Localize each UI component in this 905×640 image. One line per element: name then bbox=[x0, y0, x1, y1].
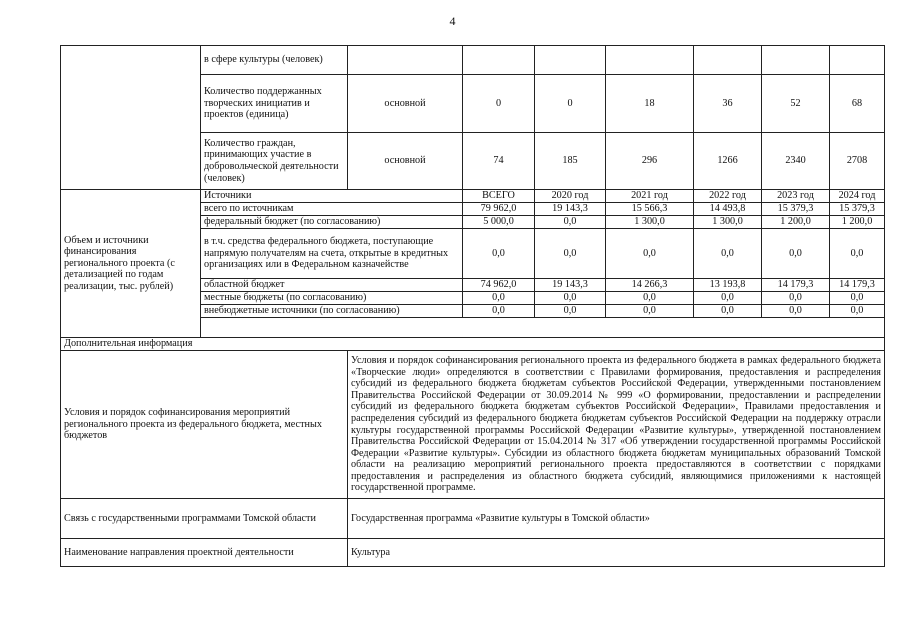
finance-section-label: Объем и источники финансирования регионального проекта (с детализацией по годам реализации, тыс. рублей) bbox=[61, 190, 201, 338]
finance-value: 5 000,0 bbox=[463, 216, 535, 229]
project-table bbox=[60, 45, 885, 567]
finance-value: 19 143,3 bbox=[535, 279, 606, 292]
indicator-value: 1266 bbox=[694, 133, 762, 190]
link-row bbox=[61, 499, 885, 539]
indicator-type: основной bbox=[348, 133, 463, 190]
conditions-row bbox=[61, 351, 885, 499]
page-number: 4 bbox=[449, 14, 456, 28]
finance-row-label: всего по источникам bbox=[201, 203, 463, 216]
finance-value: 0,0 bbox=[762, 305, 830, 318]
indicator-section-cell bbox=[61, 46, 201, 190]
finance-value: 0,0 bbox=[463, 292, 535, 305]
finance-value: 0,0 bbox=[535, 216, 606, 229]
finance-row-label: местные бюджеты (по согласованию) bbox=[201, 292, 463, 305]
finance-value: 0,0 bbox=[535, 229, 606, 279]
indicator-type bbox=[348, 46, 463, 75]
additional-info-row bbox=[61, 338, 885, 351]
finance-row-label: областной бюджет bbox=[201, 279, 463, 292]
conditions-label: Условия и порядок софинансирования мероприятий регионального проекта из федерального бюджета, местных бюджетов bbox=[61, 351, 348, 499]
link-text: Государственная программа «Развитие культуры в Томской области» bbox=[348, 499, 885, 539]
indicator-row bbox=[61, 46, 885, 75]
finance-value: 1 300,0 bbox=[694, 216, 762, 229]
finance-col-header: 2021 год bbox=[606, 190, 694, 203]
indicator-value bbox=[762, 46, 830, 75]
finance-spacer-cell bbox=[201, 318, 885, 338]
indicator-name: Количество граждан, принимающих участие в добровольческой деятельности (человек) bbox=[201, 133, 348, 190]
finance-value: 0,0 bbox=[535, 292, 606, 305]
finance-value: 13 193,8 bbox=[694, 279, 762, 292]
finance-value: 14 493,8 bbox=[694, 203, 762, 216]
indicator-value: 74 bbox=[463, 133, 535, 190]
indicator-value bbox=[463, 46, 535, 75]
finance-value: 0,0 bbox=[606, 305, 694, 318]
finance-col-header: ВСЕГО bbox=[463, 190, 535, 203]
indicator-value: 2340 bbox=[762, 133, 830, 190]
direction-text: Культура bbox=[348, 539, 885, 567]
finance-row-label: внебюджетные источники (по согласованию) bbox=[201, 305, 463, 318]
indicator-name: в сфере культуры (человек) bbox=[201, 46, 348, 75]
finance-value: 1 300,0 bbox=[606, 216, 694, 229]
indicator-type: основной bbox=[348, 75, 463, 133]
link-label: Связь с государственными программами Томской области bbox=[61, 499, 348, 539]
indicator-value: 68 bbox=[830, 75, 885, 133]
finance-value: 1 200,0 bbox=[762, 216, 830, 229]
finance-col-header: 2020 год bbox=[535, 190, 606, 203]
finance-value: 19 143,3 bbox=[535, 203, 606, 216]
conditions-text: Условия и порядок софинансирования регионального проекта из федерального бюджета в рамках федерального бюджета «Творческие люди» определяются в соответствии с Правилами формирования, предоставления и распределения субсидий из федерального бюджета бюджетам субъектов Российской Федерации, утвержденными постановлением Правительства Российской Федерации от 30.09.2014 № 999 «О формировании, предоставлении и распределении субсидий из федерального бюджета бюджетам субъектов Российской Федерации», Правилами предоставления и распределения субсидий из федерального бюджета бюджетам субъектов Российской Федерации на поддержку отрасли культуры государственной программы Российской Федерации «Развитие культуры», утвержденной постановлением Правительства Российской Федерации от 15.04.2014 № 317 «Об утверждении государственной программы Российской Федерации «Развитие культуры». Субсидии из областного бюджета бюджетам муниципальных образований Томской области на реализацию мероприятий регионального проекта предоставляются в соответствии с порядками предоставления и распределения из областного бюджета субсидий, являющимися приложениями к настоящей государственной программе. bbox=[348, 351, 885, 499]
finance-value: 74 962,0 bbox=[463, 279, 535, 292]
finance-value: 1 200,0 bbox=[830, 216, 885, 229]
finance-value: 79 962,0 bbox=[463, 203, 535, 216]
finance-row-label: в т.ч. средства федерального бюджета, поступающие напрямую получателям на счета, открытые в кредитных организациях или в Федеральном казначействе bbox=[201, 229, 463, 279]
indicator-value: 0 bbox=[535, 75, 606, 133]
finance-value: 0,0 bbox=[762, 292, 830, 305]
finance-value: 0,0 bbox=[606, 229, 694, 279]
finance-row-label: федеральный бюджет (по согласованию) bbox=[201, 216, 463, 229]
finance-value: 0,0 bbox=[830, 292, 885, 305]
finance-value: 0,0 bbox=[694, 292, 762, 305]
indicator-value: 18 bbox=[606, 75, 694, 133]
indicator-value bbox=[606, 46, 694, 75]
finance-value: 15 566,3 bbox=[606, 203, 694, 216]
finance-value: 14 179,3 bbox=[762, 279, 830, 292]
finance-value: 0,0 bbox=[463, 229, 535, 279]
indicator-value bbox=[830, 46, 885, 75]
finance-value: 0,0 bbox=[830, 305, 885, 318]
indicator-value bbox=[694, 46, 762, 75]
finance-value: 0,0 bbox=[762, 229, 830, 279]
finance-col-header: 2024 год bbox=[830, 190, 885, 203]
finance-col-header: 2022 год bbox=[694, 190, 762, 203]
additional-info-label: Дополнительная информация bbox=[61, 338, 885, 351]
finance-value: 15 379,3 bbox=[830, 203, 885, 216]
finance-value: 0,0 bbox=[830, 229, 885, 279]
finance-header-label: Источники bbox=[201, 190, 463, 203]
indicator-value: 296 bbox=[606, 133, 694, 190]
direction-row bbox=[61, 539, 885, 567]
finance-value: 0,0 bbox=[535, 305, 606, 318]
indicator-value: 36 bbox=[694, 75, 762, 133]
indicator-value: 2708 bbox=[830, 133, 885, 190]
finance-col-header: 2023 год bbox=[762, 190, 830, 203]
finance-header-row bbox=[61, 190, 885, 203]
finance-value: 0,0 bbox=[694, 229, 762, 279]
finance-value: 14 266,3 bbox=[606, 279, 694, 292]
indicator-value: 0 bbox=[463, 75, 535, 133]
finance-value: 0,0 bbox=[606, 292, 694, 305]
finance-value: 14 179,3 bbox=[830, 279, 885, 292]
finance-value: 15 379,3 bbox=[762, 203, 830, 216]
indicator-value bbox=[535, 46, 606, 75]
finance-value: 0,0 bbox=[463, 305, 535, 318]
direction-label: Наименование направления проектной деятельности bbox=[61, 539, 348, 567]
indicator-name: Количество поддержанных творческих инициатив и проектов (единица) bbox=[201, 75, 348, 133]
indicator-value: 52 bbox=[762, 75, 830, 133]
finance-value: 0,0 bbox=[694, 305, 762, 318]
indicator-value: 185 bbox=[535, 133, 606, 190]
